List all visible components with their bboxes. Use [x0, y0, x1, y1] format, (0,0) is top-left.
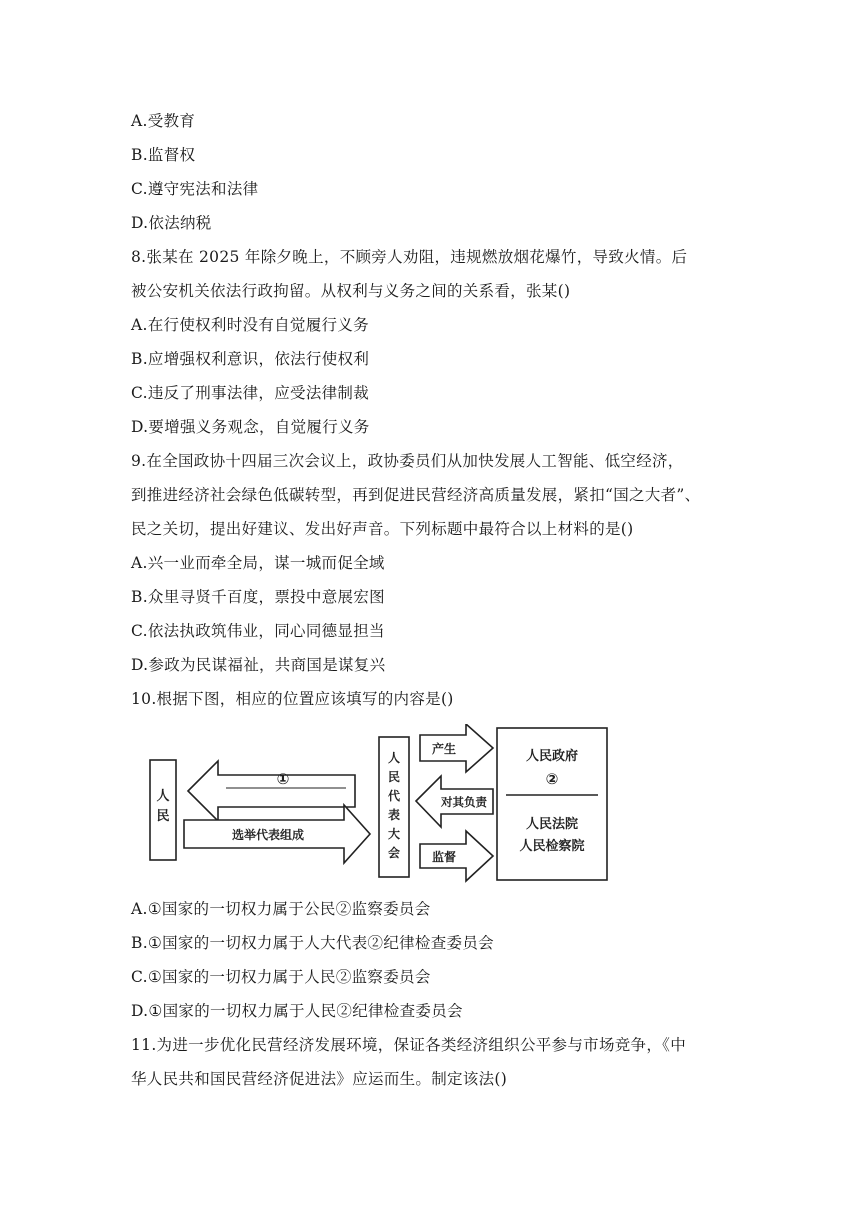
- q8-option-d: D.要增强义务观念，自觉履行义务: [131, 418, 370, 436]
- q8-option-c: C.违反了刑事法律，应受法律制裁: [131, 384, 370, 402]
- q9-stem-line3: 民之关切，提出好建议、发出好声音。下列标题中最符合以上材料的是(): [131, 520, 634, 538]
- npc-char-4: 表: [387, 808, 401, 822]
- q9-option-b: B.众里寻贤千百度，票投中意展宏图: [131, 588, 385, 606]
- npc-char-5: 大: [387, 827, 401, 841]
- q7-option-d: D.依法纳税: [131, 214, 212, 232]
- arrow-elect-label: 选举代表组成: [231, 828, 305, 842]
- q7-option-a: A.受教育: [131, 112, 196, 130]
- arrow-produce-label: 产生: [431, 742, 457, 756]
- q10-option-d: D.①国家的一切权力属于人民②纪律检查委员会: [131, 1002, 463, 1020]
- q9-option-d: D.参政为民谋福祉，共商国是谋复兴: [131, 656, 386, 674]
- q11-stem-line1: 11.为进一步优化民营经济发展环境，保证各类经济组织公平参与市场竞争，《中: [131, 1036, 687, 1054]
- org-blank: ②: [545, 770, 559, 788]
- npc-char-1: 人: [387, 751, 401, 765]
- q9-stem-line1: 9.在全国政协十四届三次会议上，政协委员们从加快发展人工智能、低空经济，: [131, 452, 684, 470]
- q8-option-a: A.在行使权利时没有自觉履行义务: [131, 316, 369, 334]
- org-procuratorate: 人民检察院: [519, 839, 585, 854]
- org-court: 人民法院: [525, 817, 579, 832]
- arrow-power-left: [188, 761, 355, 821]
- q7-option-b: B.监督权: [131, 146, 196, 164]
- npc-char-3: 代: [387, 789, 401, 803]
- arrow-supervise: [420, 831, 493, 881]
- arrow-responsible-label: 对其负责: [441, 795, 487, 809]
- q11-stem-line2: 华人民共和国民营经济促进法》应运而生。制定该法(): [131, 1070, 508, 1088]
- q9-option-c: C.依法执政筑伟业，同心同德显担当: [131, 622, 385, 640]
- state-organs-diagram: [148, 724, 610, 886]
- arrow-supervise-label: 监督: [431, 850, 457, 864]
- q9-option-a: A.兴一业而牵全局，谋一城而促全域: [131, 554, 385, 572]
- q7-option-c: C.遵守宪法和法律: [131, 180, 259, 198]
- org-government: 人民政府: [525, 749, 579, 764]
- people-char-2: 民: [156, 809, 170, 824]
- q10-stem: 10.根据下图，相应的位置应该填写的内容是(): [131, 690, 454, 708]
- q10-option-a: A.①国家的一切权力属于公民②监察委员会: [131, 900, 431, 918]
- q9-stem-line2: 到推进经济社会绿色低碳转型，再到促进民营经济高质量发展，紧扣“国之大者”、: [131, 486, 701, 504]
- q8-option-b: B.应增强权利意识，依法行使权利: [131, 350, 370, 368]
- arrow-produce: [420, 724, 493, 772]
- q8-stem-line1: 8.张某在 2025 年除夕晚上，不顾旁人劝阻，违规燃放烟花爆竹，导致火情。后: [131, 248, 688, 266]
- q10-option-c: C.①国家的一切权力属于人民②监察委员会: [131, 968, 431, 986]
- npc-char-6: 会: [387, 846, 401, 860]
- q10-option-b: B.①国家的一切权力属于人大代表②纪律检查委员会: [131, 934, 494, 952]
- people-char-1: 人: [156, 789, 170, 804]
- q8-stem-line2: 被公安机关依法行政拘留。从权利与义务之间的关系看，张某(): [131, 282, 571, 300]
- npc-char-2: 民: [387, 770, 401, 784]
- arrow-power-label: ①: [276, 770, 290, 788]
